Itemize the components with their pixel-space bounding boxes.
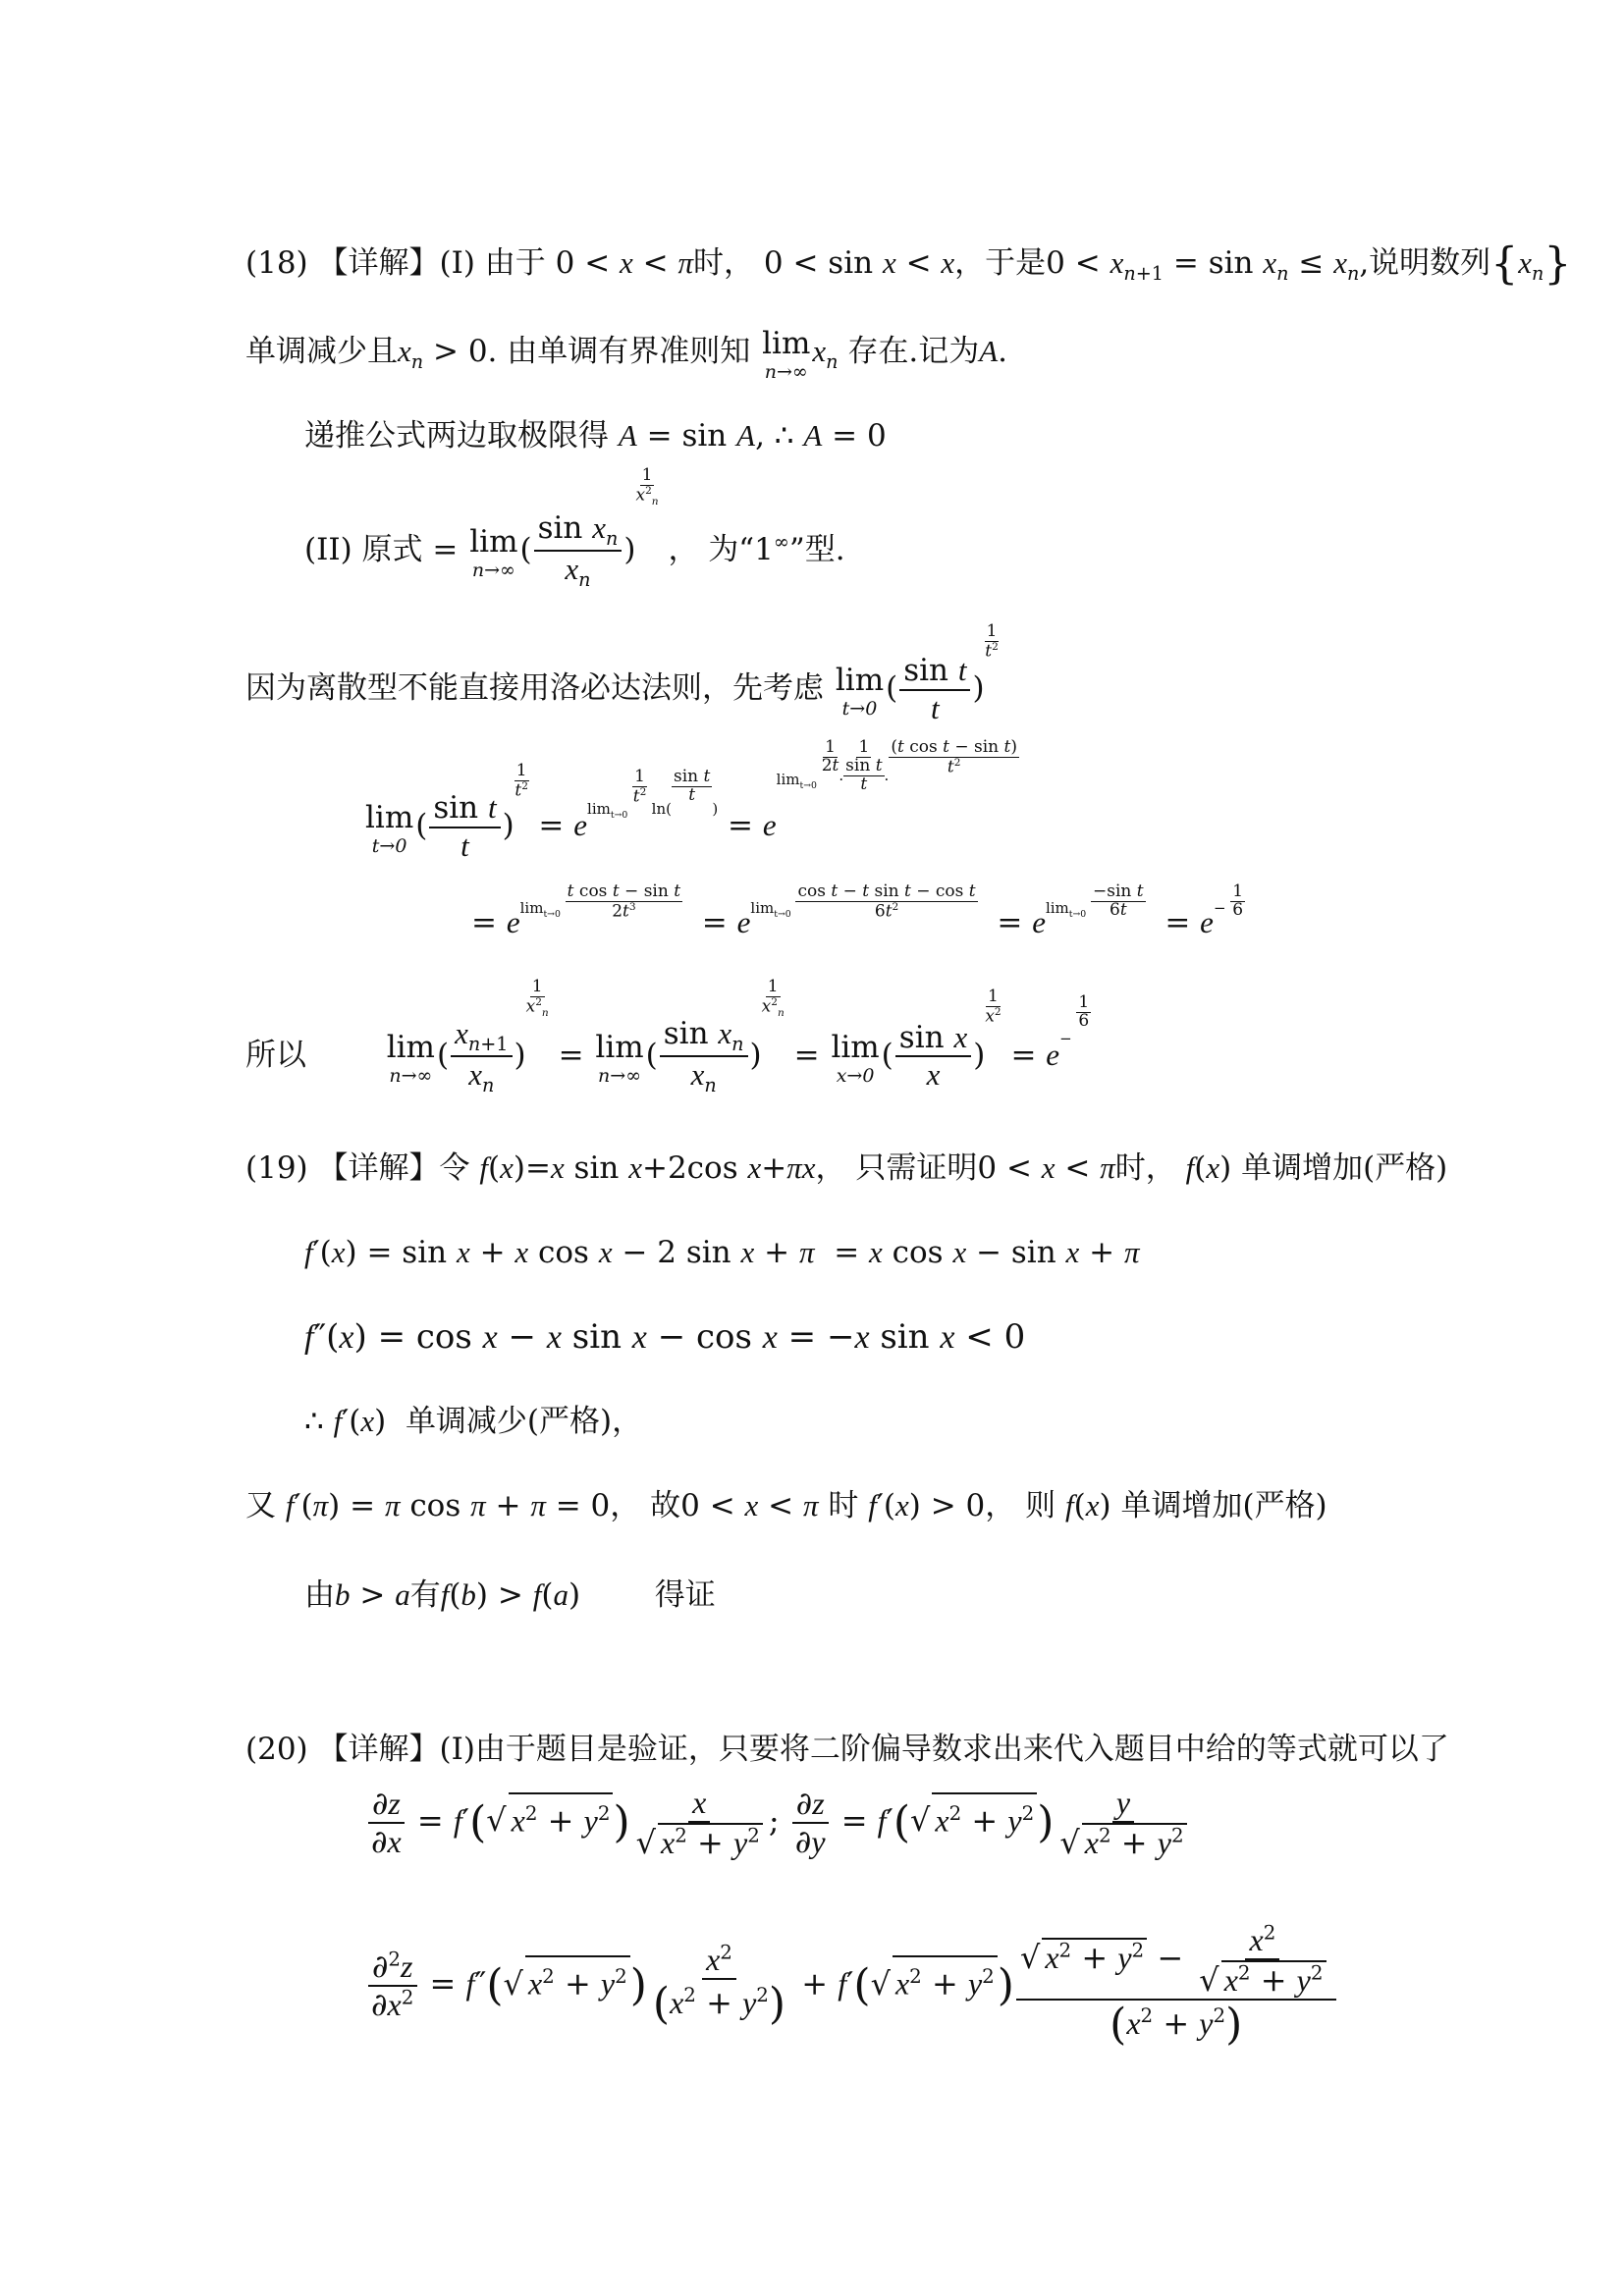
math: $x_n > 0$ xyxy=(398,334,488,374)
text: ， 只需证明 xyxy=(815,1150,978,1186)
math: f(x) xyxy=(1065,1488,1111,1523)
math: 0 < x < π xyxy=(680,1488,819,1523)
math: f′(x) > 0 xyxy=(868,1488,986,1523)
math: 0 < x < π xyxy=(555,245,694,281)
math: $\frac{\partial^2z}{\partial x^2}$ xyxy=(367,1949,417,2023)
math: √ $x^2 + y^2$ − $x^2$ √ $x^2 + y^2$ $(x^2 + y^2)$ xyxy=(1016,1922,1336,2050)
math: ∴ f′(x) xyxy=(304,1404,387,1439)
math: $\frac{\partial z}{\partial x}$ xyxy=(367,1786,406,1860)
text: 得证 xyxy=(654,1577,716,1613)
text: 又 xyxy=(245,1488,276,1523)
p18-head: (18) 【详解】(I) 由于 xyxy=(245,245,546,281)
math: $\{x_n\}$ xyxy=(1490,239,1572,290)
math: 0 < sin x < x xyxy=(763,245,955,281)
math: lim n→∞ xyxy=(386,1029,435,1087)
text: 有 xyxy=(409,1577,441,1613)
p18-line2: 单调减少且$x_n > 0$. 由单调有界准则知 lim n→∞ $x_n$ 存在.记为A. xyxy=(245,326,1008,383)
p20-line2: $\frac{\partial z}{\partial x}$ = f′(√ $x^2 + y^2$) x √ $x^2 + y^2$ ; $\frac{\partial z}{\partial y}$ = f′(√ $x^2 + y^2$) y √ $x^2 + y^2$ xyxy=(365,1785,1193,1861)
p19-line1 xyxy=(245,1148,1447,1188)
text: 单调减少且 xyxy=(245,334,398,369)
math: limt→0 1 2t · 1 sin t t · (t cos t − sin t) t2 xyxy=(776,737,1017,794)
math: lim n→∞ xyxy=(469,523,518,581)
math: $\frac{1}{x^2_n}$ xyxy=(525,977,549,1019)
p20-line1 xyxy=(245,1730,1449,1769)
p19-line2 xyxy=(304,1233,1140,1272)
math: b > a xyxy=(335,1577,410,1613)
p18-line3 xyxy=(304,416,887,455)
text: 单调增加(严格) xyxy=(1241,1150,1448,1186)
math: f″(x) = cos x − x sin x − cos x = −x sin x < 0 xyxy=(304,1317,1026,1357)
text: ,说明数列 xyxy=(1359,245,1491,281)
text: 递推公式两边取极限得 xyxy=(304,418,609,454)
text: 由 xyxy=(304,1577,335,1613)
text: ， 则 xyxy=(985,1488,1056,1523)
math: lim n→∞ xyxy=(762,326,811,383)
math: $\frac{1}{x^2_n}$ xyxy=(635,465,659,507)
math: $\frac{1}{t^2}$ xyxy=(985,621,999,662)
text: 因为离散型不能直接用洛必达法则，先考虑 xyxy=(245,670,824,707)
text: . 由单调有界准则知 xyxy=(487,334,751,369)
math: x √ $x^2 + y^2$ xyxy=(632,1785,767,1861)
p18-line4: (II) 原式 = lim n→∞ ( $\frac{\sin x_n}{x_n}$ ) $\frac{1}{x^2_n}$ ， 为“1∞”型. xyxy=(304,465,845,592)
p19-line3 xyxy=(304,1317,1025,1358)
text: 单调减少(严格)， xyxy=(405,1404,643,1439)
math: $\frac{\text{sin x}}{x}$ xyxy=(895,1020,971,1094)
text: ”型. xyxy=(788,531,845,567)
math: $\frac{1}{x^2_n}$ xyxy=(761,977,785,1019)
math: lim t→0 xyxy=(365,800,414,858)
math: $\frac{1}{t^2}$ xyxy=(514,761,528,801)
math: f(x) xyxy=(1185,1150,1232,1186)
p20-head: (20) 【详解】(I)由于题目是验证，只要将二阶偏导数求出来代入题目中给的等式就可以了 xyxy=(245,1732,1449,1767)
math: $\frac{x_{n+1}}{x_n}$ xyxy=(451,1016,512,1097)
math: $\frac{\text{sin t}}{t}$ xyxy=(899,653,970,726)
p18-line8: 所以 lim n→∞ ( $\frac{x_{n+1}}{x_n}$ ) $\frac{1}{x^2_n}$ = lim n→∞ ( $\frac{\sin x_n}{x_n}$ ) $\frac{1}{x^2_n}$ = lim x→0 ( $\frac{\text{sin x}}{x}$ ) $\frac{1}{x^2}$ = $e^{- \frac{1}{6}}$ xyxy=(245,977,1090,1097)
p19-head: (19) 【详解】令 xyxy=(245,1150,470,1186)
math: $\frac{\sin x_n}{x_n}$ xyxy=(660,1016,748,1097)
p20-line3: $\frac{\partial^2z}{\partial x^2}$ = f″(√ $x^2 + y^2$) $\frac{x^2}{(x^2 + y^2)}$ + f′(√ $x^2 + y^2$) √ $x^2 + y^2$ − $x^2$ √ $x^2 + y^2$ $(x^2 + y^2)$ xyxy=(365,1922,1338,2050)
math: A = sin A, ∴ A = 0 xyxy=(618,418,887,454)
sqrt-icon xyxy=(486,1801,506,1839)
math: $\frac{\partial z}{\partial y}$ xyxy=(791,1786,830,1860)
text: 时 xyxy=(828,1488,859,1523)
p18-line1 xyxy=(245,239,1572,294)
math: $\frac{\text{sin t}}{t}$ xyxy=(429,790,500,864)
math: 0 < x < π xyxy=(977,1150,1115,1186)
math: f′(x) = sin x + x cos x − 2 sin x + π = x cos x − sin x + π xyxy=(304,1235,1140,1270)
math: lim n→∞ xyxy=(595,1029,644,1087)
math: $\frac{x^2}{(x^2 + y^2)}$ xyxy=(652,1941,786,2030)
math: limt→0 −sin t 6t xyxy=(1045,881,1144,920)
math: limt→0 t cos t − sin t 2t3 xyxy=(519,881,681,922)
math: limt→0 1 t2 ln( sin t t ) xyxy=(587,767,719,822)
math: − 1 6 xyxy=(1213,881,1244,920)
text: 时， xyxy=(693,245,755,281)
math: f(b) > f(a) xyxy=(440,1577,581,1613)
math: f′(π) = π cos π + π = 0 xyxy=(285,1488,611,1523)
text: 存在.记为 xyxy=(847,334,980,369)
math: y √ $x^2 + y^2$ xyxy=(1056,1785,1190,1861)
p18-line7: = $e^{lim_{t\to 0} \frac{\text{t cos t − sin t}}{2t^3}}$ = $e^{lim_{t\to 0} \frac{\text{cos t − t sin t − cos t}}{6t^2}}$ = $e^{lim_{t\to 0} \frac{\text{−sin t}}{6t}}$ = $e^{- \frac{1}{6}}$ xyxy=(471,881,1244,940)
text: 时， xyxy=(1114,1150,1176,1186)
p18-line6: lim t→0 ( $\frac{\text{sin t}}{t}$ ) $\frac{1}{t^2}$ = $e^{lim_{t\to 0} \frac{1}{t^2} ln( \frac{\text{sin t}}{t} )} = e^{lim_{t\to 0} \frac{1}{2t} \cdot \frac{1}{\frac{\text{sin t}}{t}} \cdot \frac{\text{(t cos t − sin t)}}{t^2}}$ xyxy=(365,737,1017,863)
math: f(x)=x sin x+2cos x+πx xyxy=(479,1150,816,1186)
math: − 1 6 xyxy=(1059,992,1090,1047)
text: 单调增加(严格) xyxy=(1120,1488,1327,1523)
text: (II) 原式 xyxy=(304,531,423,567)
math: lim t→0 xyxy=(835,663,885,721)
text: 所以 xyxy=(245,1037,306,1073)
p19-line5 xyxy=(245,1486,1327,1525)
text: ， 故 xyxy=(610,1488,681,1523)
math: lim x→0 xyxy=(831,1029,880,1087)
p18-line5: 因为离散型不能直接用洛必达法则，先考虑 lim t→0 ( $\frac{\text{sin t}}{t}$ ) $\frac{1}{t^2}$ xyxy=(245,621,999,725)
math: limt→0 cos t − t sin t − cos t 6t2 xyxy=(750,881,976,922)
math: $0 < x_{n+1} = \sin x_n \le x_n$ xyxy=(1046,245,1360,286)
math: $\frac{1}{x^2}$ xyxy=(985,987,1001,1027)
p19-line6 xyxy=(304,1575,716,1615)
math: $\frac{\sin x_n}{x_n}$ xyxy=(534,510,623,592)
text: ， 为“1 xyxy=(668,531,774,567)
text: ，于是 xyxy=(954,245,1047,281)
p19-line4 xyxy=(304,1402,642,1441)
